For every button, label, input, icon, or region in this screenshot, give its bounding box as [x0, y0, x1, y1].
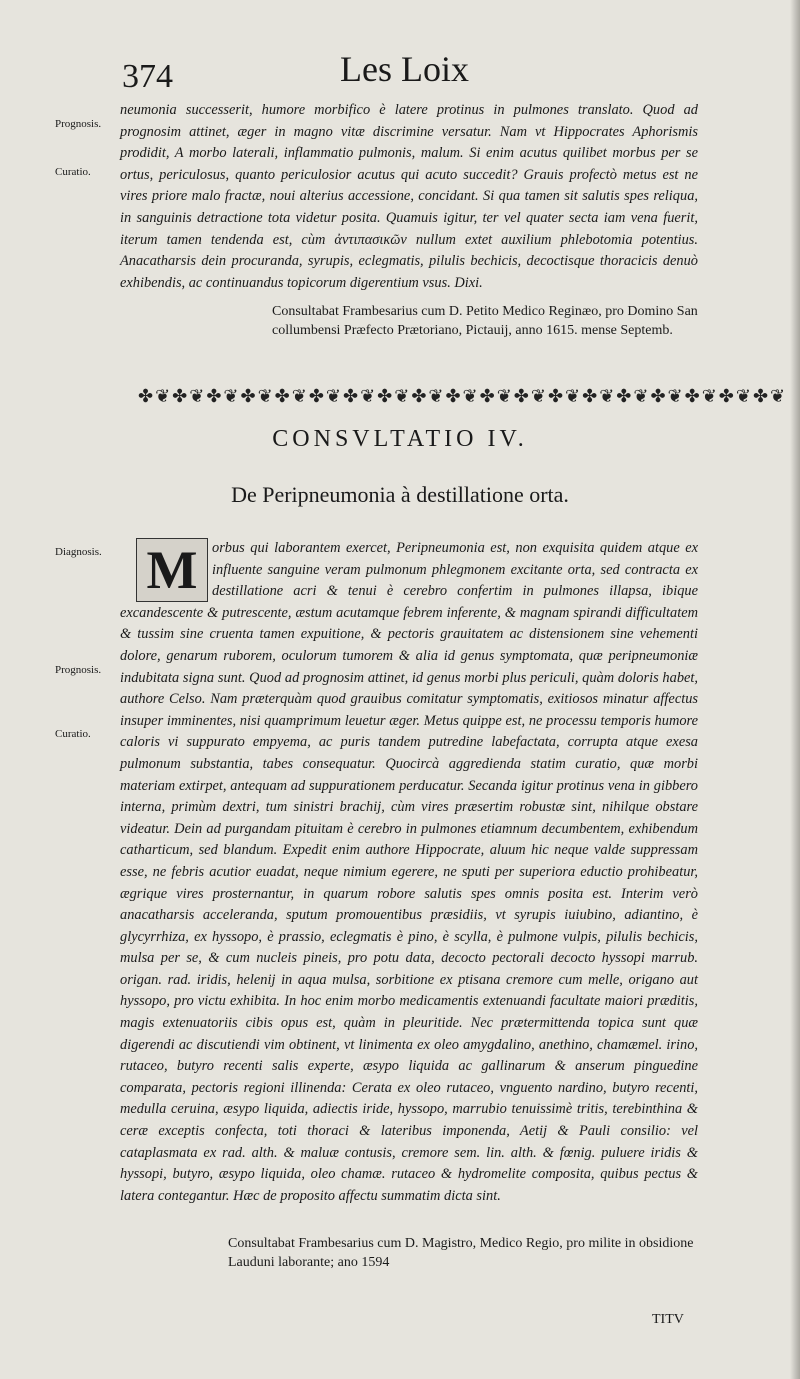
margin-note-diagnosis: Diagnosis.: [55, 546, 102, 558]
consultatio-signature: Consultabat Frambesarius cum D. Magistro, Medico Regio, pro milite in obsidione Lauduni laborante; ano 1594: [228, 1236, 694, 1270]
running-title: Les Loix: [340, 49, 469, 89]
margin-note-curatio: Curatio.: [55, 166, 91, 178]
page-edge-shadow: [790, 0, 800, 1379]
consultatio-subtitle: De Peripneumonia à destillatione orta.: [231, 482, 569, 507]
page-header: [0, 48, 800, 98]
ornament-divider: ✤❦✤❦✤❦✤❦✤❦✤❦✤❦✤❦✤❦✤❦✤❦✤❦✤❦✤❦✤❦✤❦✤❦✤❦✤❦: [138, 386, 788, 407]
consultatio-text: orbus qui laborantem exercet, Peripneumonia est, non exquisita quidem atque ex influente sanguine veram pulmonum phlegmonem excitante orta, sed contracta ex destillatione acri & tenui è cerebro confertim in pulmones illapsa, ibique excandescente & putrescente, æstum acutamque febrem inferente, & magnam spirandi difficultatem & tussim sine cruenta tamen expuitione, & pectoris grauitatem ac distensionem sine vehementi dolore, genarum ruborem, oculorum tumorem & alia id genus symptomata, quæ peripneumoniæ indubitata signa sunt. Quod ad prognosim attinet, id genus morbi plus periculi, quàm doloris habet, authore Celso. Nam præterquàm quod grauibus comitatur symptomatis, exitiosos minatur affectus insuper imminentes, nisi quamprimum leuetur æger. Metus quippe est, ne processu temporis humore caloris vi suppurato empyema, ac puris tandem putredine labefactata, corrupta atque exesa pulmonum substantia, tabes consequatur. Quocircà aggredienda statim curatio, quæ morbi materiam extirpet, antequam ad suppurationem perducatur. Secanda igitur protinus vena in gibbero interna, primùm dextri, tum sinistri brachij, cùm vires præsertim robustæ sint, nihilque obstare videatur. Dein ad purgandam pituitam è cerebro in pulmones etiamnum decumbentem, exhibendum catharticum, sed blandum. Expedit enim authore Hippocrate, aluum hic neque valde suppressam esse, ne febris acutior euadat, neque nimium egerere, ne sputi per superiora eductio prohibeatur, ægrique vires prosternantur, in quarum robore salutis spes omnis posita est. Interim verò anacatharsis acceleranda, sputum promouentibus præsidiis, vt syrupis iuiubino, adiantino, è glycyrrhiza, ex hyssopo, è prassio, eclegmatis è pino, è scylla, è pulmone vulpis, pilulis bechicis, mulsa per se, & cum nucleis pineis, pro potu data, decocto pectorali decocto hyssopi marrub. origan. rad. iridis, helenij in aqua mulsa, sorbitione ex ptisana cremore cum melle, origano aut hyssopo, pro victu exhibita. In hoc enim morbo medicamentis extenuandi facultate maiori præditis, magis extenuatoriis cibis opus est, quàm in pleuritide. Nec prætermittenda topica sunt quæ digerendi ac discutiendi vim obtinent, vt linimenta ex oleo amygdalino, anethino, chamæmel. irino, rutaceo, butyro recenti salis experte, æsypo liquida ac gallinarum & anserum pinguedine comparata, pectoris regioni illinenda: Cerata ex oleo rutaceo, vnguento nardino, butyro recenti, medulla ceruina, æsypo liquida, adiectis iride, hyssopo, marrubio tenuissimè tritis, terebinthina & ceræ exceptis confecta, toti thoraci & lateribus imponenda, Aetij & Pauli consilio: vel cataplasmata ex rad. alth. & maluæ contusis, cremore sem. lin. alth. & fœnig. puluere iridis & hyssopi, butyro, æsypo liquida, oleo chamæ. rutaceo & hydromelite composita, quibus pectus & latera contegantur. Hæc de proposito affectu summatim dicta sint.: [120, 540, 698, 1204]
margin-note-prognosis-2: Prognosis.: [55, 664, 102, 676]
dropcap-initial: M: [136, 538, 208, 602]
margin-note-curatio-2: Curatio.: [55, 728, 91, 740]
consultatio-body: [120, 538, 698, 1207]
section1-text: neumonia successerit, humore morbifico è latere protinus in pulmones translato. Quod ad prognosim attinet, æger in magno vitæ discrimine versatur. Nam vt Hippocrates Aphorismis prodidit, A morbo laterali, inflammatio pulmonis, malum. Si enim acutus quilibet morbus per se ortus, periculosus, quanto periculosior acutus qui acuto succedit? Grauis profectò metus est ne vires priore malo fractæ, noui alterius accessione, concidant. Si qua tamen sit salutis spes reliqua, in sanguinis detractione tota videtur posita. Quamuis igitur, ter vel quater secta iam vena fuerit, iterum tamen tendenda est, cùm ἀντιπασικῶν nullum extet auxilium phlebotomia potentius. Anacatharsis dein procuranda, syrupis, eclegmatis, pilulis bechicis, decoctisque thoracicis denuò exhibendis, ac continuandus topicorum digerentium vsus. Dixi.: [120, 102, 698, 291]
catchword: TITV: [652, 1312, 684, 1327]
margin-note-prognosis: Prognosis.: [55, 118, 102, 130]
page-number: 374: [122, 58, 173, 95]
consultatio-title: CONSVLTATIO IV.: [272, 426, 528, 452]
section1-signature: Consultabat Frambesarius cum D. Petito Medico Reginæo, pro Domino San collumbensi Præfecto Prætoriano, Pictauij, anno 1615. mense Septemb.: [272, 304, 698, 338]
